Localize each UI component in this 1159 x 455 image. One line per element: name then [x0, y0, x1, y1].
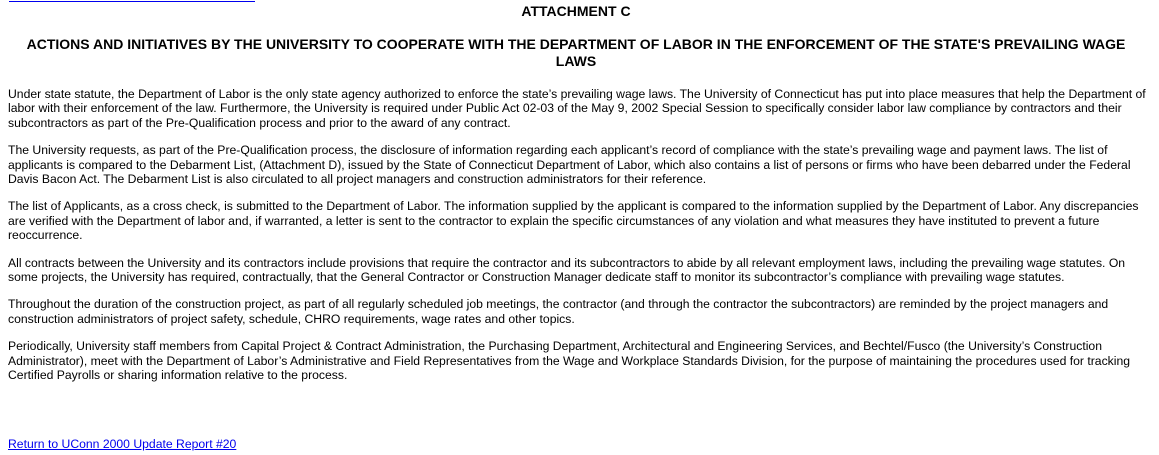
paragraph-cross-check: The list of Applicants, as a cross check, is submitted to the Department of Labor. The information supplied by the applicant is compared to the information supplied by the Department of Labor. Any discrepancies are verified with the Department of labor and, if warranted, a letter is sent to the contractor to explain the specific circumstances of any violation and what measures they have instituted to prevent a future reoccurrence. [8, 199, 1139, 243]
paragraph-prequalification: The University requests, as part of the Pre-Qualification process, the disclosure of information regarding each applicant’s record of compliance with the state’s prevailing wage and payment laws. The list of applicants is compared to the Debarment List, (Attachment D), issued by the State of Connecticut Department of Labor, which also contains a list of persons or firms who have been debarred under the Federal Davis Bacon Act. The Debarment List is also circulated to all project managers and construction administrators for their reference. [8, 143, 1131, 187]
page-title: ACTIONS AND INITIATIVES BY THE UNIVERSITY TO COOPERATE WITH THE DEPARTMENT OF LABOR IN THE ENFORCEMENT OF THE STATE'S PREVAILING WAGE LAWS [26, 36, 1126, 69]
paragraph-contract-provisions: All contracts between the University and its contractors include provisions that require the contractor and its subcontractors to abide by all relevant employment laws, including the prevailing wage statutes. On some projects, the University has required, contractually, that the General Contractor or Construction Manager dedicate staff to monitor its subcontractor’s compliance with prevailing wage statutes. [8, 255, 1126, 285]
paragraph-state-statute: Under state statute, the Department of Labor is the only state agency authorized to enforce the state’s prevailing wage laws. The University of Connecticut has put into place measures that help the Department of labor with their enforcement of the law. Furthermore, the University is required under Public Act 02-03 of the May 9, 2002 Special Session to specifically consider labor law compliance by contractors and their subcontractors as part of the Pre-Qualification process and prior to the award of any contract. [8, 87, 1146, 130]
return-link[interactable]: Return to UConn 2000 Update Report #20 [8, 437, 237, 451]
paragraph-staff-meetings: Periodically, University staff members from Capital Project & Contract Administration, the Purchasing Department, Architectural and Engineering Services, and Bechtel/Fusco (the University’s Construction Administrator), meet with the Department of Labor’s Administrative and Field Representatives from the Wage and Workplace Standards Division, for the purpose of maintaining the procedures used for tracking Certified Payrolls or sharing information relative to the process. [8, 339, 1131, 383]
document-body [8, 87, 1148, 396]
attachment-title: ATTACHMENT C [521, 3, 631, 19]
paragraph-job-meetings: Throughout the duration of the construction project, as part of all regularly scheduled job meetings, the contractor (and through the contractor the subcontractors) are reminded by the project managers and construction administrators of project safety, schedule, CHRO requirements, wage rates and other topics. [8, 297, 1109, 326]
